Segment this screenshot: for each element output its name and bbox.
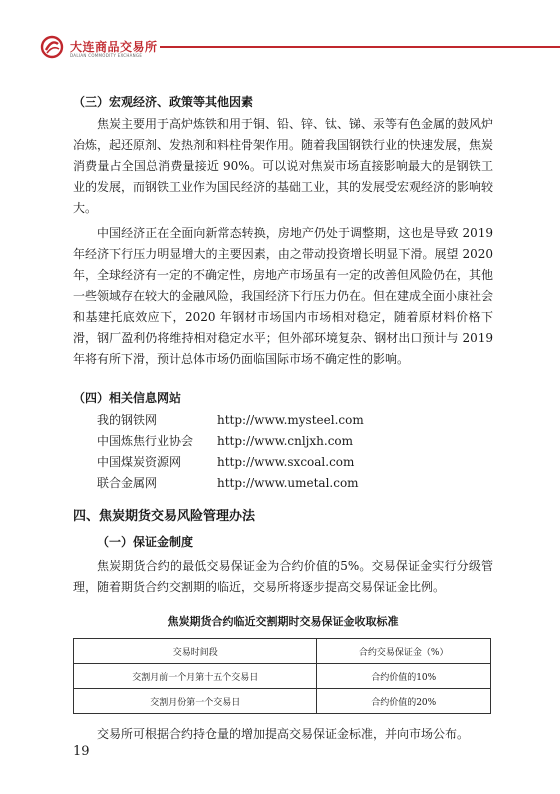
table-row [74, 664, 491, 689]
website-name: 中国炼焦行业协会 [97, 434, 194, 448]
section-heading-websites: （四）相关信息网站 [73, 391, 182, 405]
exchange-logo-icon [40, 35, 64, 59]
website-url[interactable]: http://www.mysteel.com [217, 413, 364, 427]
chapter-heading-risk: 四、焦炭期货交易风险管理办法 [73, 509, 256, 524]
website-name: 我的钢铁网 [97, 413, 158, 427]
website-row [73, 431, 493, 452]
page-header [0, 0, 560, 60]
header-divider [160, 46, 560, 48]
table-cell: 交割月份第一个交易日 [74, 689, 317, 714]
website-list [73, 410, 493, 494]
table-cell: 交割月前一个月第十五个交易日 [74, 664, 317, 689]
website-name: 联合金属网 [97, 476, 158, 490]
table-row [74, 689, 491, 714]
table-cell: 合约价值的10% [317, 664, 491, 689]
website-url[interactable]: http://www.cnljxh.com [217, 434, 354, 448]
section-heading-macro: （三）宏观经济、政策等其他因素 [73, 95, 254, 109]
section-heading-margin: （一）保证金制度 [97, 535, 194, 549]
website-url[interactable]: http://www.sxcoal.com [217, 455, 355, 469]
page-content [73, 92, 493, 745]
page-number: 19 [73, 744, 90, 759]
paragraph-macro-2: 中国经济正在全面向新常态转换，房地产仍处于调整期，这也是导致 2019 年经济下行压力明显增大的主要因素，由之带动投资增长明显下滑。展望 2020 年，全球经济有一定的不确定性，房地产市场虽有一定的改善但风险仍在，其他一些领域存在较大的金融风险，我国经济下行压力仍在。但在建成全面小康社会和基建托底效应下，2020 年钢材市场国内市场相对稳定，随着原材料价格下滑，钢厂盈利仍将维持相对稳定水平；但外部环境复杂、钢材出口预计与 2019 年将有所下滑，预计总体市场仍面临国际市场不确定性的影响。 [73, 226, 494, 366]
logo-chinese-name: 大连商品交易所 [70, 40, 158, 54]
website-row [73, 452, 493, 473]
table-header-row [74, 639, 491, 664]
paragraph-after-table: 交易所可根据合约持仓量的增加提高交易保证金标准，并向市场公布。 [97, 727, 470, 741]
margin-table [73, 638, 491, 714]
table-cell: 合约价值的20% [317, 689, 491, 714]
paragraph-macro-1: 焦炭主要用于高炉炼铁和用于铜、铅、锌、钛、锑、汞等有色金属的鼓风炉冶炼，起还原剂、发热剂和料柱骨架作用。随着我国钢铁行业的快速发展，焦炭消费量占全国总消费量接近 90%。可以说对焦炭市场直接影响最大的是钢铁工业的发展，而钢铁工业作为国民经济的基础工业，其的发展受宏观经济的影响较大。 [73, 117, 494, 215]
website-row [73, 473, 493, 494]
table-header-cell: 合约交易保证金（%） [317, 639, 491, 664]
logo-english-name: DALIAN COMMODITY EXCHANGE [70, 53, 143, 58]
table-header-cell: 交易时间段 [74, 639, 317, 664]
website-row [73, 410, 493, 431]
paragraph-margin: 焦炭期货合约的最低交易保证金为合约价值的5%。交易保证金实行分级管理，随着期货合约交割期的临近，交易所将逐步提高交易保证金比例。 [73, 559, 493, 594]
website-url[interactable]: http://www.umetal.com [217, 476, 359, 490]
table-title: 焦炭期货合约临近交割期时交易保证金收取标准 [167, 615, 399, 628]
website-name: 中国煤炭资源网 [97, 455, 182, 469]
